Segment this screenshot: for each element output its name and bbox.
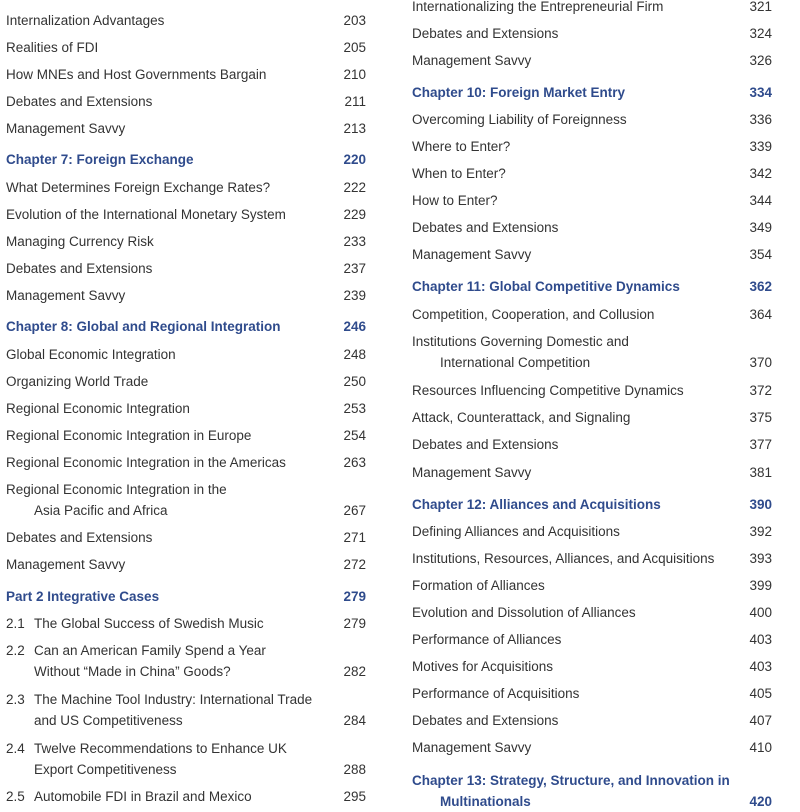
toc-page-number: 336 (749, 112, 772, 127)
toc-page-number: 279 (343, 589, 366, 604)
toc-page-number: 205 (343, 40, 366, 55)
toc-entry-title: Evolution and Dissolution of Alliances (412, 605, 636, 620)
toc-page-number: 253 (343, 401, 366, 416)
toc-page-number: 370 (749, 355, 772, 370)
toc-page-number: 282 (343, 664, 366, 679)
toc-entry-title: Defining Alliances and Acquisitions (412, 524, 620, 539)
toc-entry-title-continued: Asia Pacific and Africa (34, 503, 168, 518)
toc-entry-title: Regional Economic Integration in the Americas (6, 455, 286, 470)
toc-entry-title: Realities of FDI (6, 40, 99, 55)
toc-entry-title: The Global Success of Swedish Music (34, 616, 264, 631)
toc-page-number: 377 (749, 437, 772, 452)
toc-page-number: 410 (749, 740, 772, 755)
toc-entry-title: Organizing World Trade (6, 374, 149, 389)
toc-entry-title: Can an American Family Spend a Year (34, 643, 266, 658)
toc-page-number: 392 (749, 524, 772, 539)
toc-entry-title: Internationalizing the Entrepreneurial Firm (412, 0, 664, 14)
toc-case-number: 2.4 (6, 741, 25, 756)
toc-page-number: 393 (749, 551, 772, 566)
toc-page-number: 400 (749, 605, 772, 620)
toc-entry-title: Formation of Alliances (412, 578, 545, 593)
toc-entry-title: Performance of Acquisitions (412, 686, 580, 701)
toc-entry-title: Attack, Counterattack, and Signaling (412, 410, 631, 425)
toc-entry-title: Automobile FDI in Brazil and Mexico (34, 789, 252, 804)
toc-page-number: 399 (749, 578, 772, 593)
toc-entry-title: Management Savvy (6, 288, 126, 303)
toc-page-number: 254 (343, 428, 366, 443)
toc-page-number: 222 (343, 180, 366, 195)
toc-page-number: 407 (749, 713, 772, 728)
toc-page-number: 263 (343, 455, 366, 470)
toc-entry-title: Institutions Governing Domestic and (412, 334, 629, 349)
toc-page-number: 271 (343, 530, 366, 545)
toc-entry-title: Debates and Extensions (412, 220, 559, 235)
toc-entry-title: Chapter 13: Strategy, Structure, and Innovation in (412, 773, 730, 788)
toc-entry-title: Evolution of the International Monetary System (6, 207, 286, 222)
toc-page-number: 334 (749, 85, 772, 100)
toc-page-number: 213 (343, 121, 366, 136)
toc-page-number: 420 (749, 794, 772, 809)
toc-entry-title: Debates and Extensions (6, 261, 153, 276)
toc-entry-title: Managing Currency Risk (6, 234, 154, 249)
toc-entry-title: Performance of Alliances (412, 632, 562, 647)
toc-page-number: 362 (749, 279, 772, 294)
toc-page-number: 284 (343, 713, 366, 728)
toc-case-number: 2.5 (6, 789, 25, 804)
toc-page-number: 349 (749, 220, 772, 235)
toc-left-column (6, 0, 366, 804)
toc-page-number: 248 (343, 347, 366, 362)
toc-entry-title-continued: Without “Made in China” Goods? (34, 664, 231, 679)
toc-entry-title: Regional Economic Integration in Europe (6, 428, 252, 443)
toc-page-number: 237 (343, 261, 366, 276)
toc-entry-title: Debates and Extensions (412, 437, 559, 452)
toc-entry-title: How to Enter? (412, 193, 498, 208)
toc-entry-title: Management Savvy (412, 740, 532, 755)
toc-page-number: 250 (343, 374, 366, 389)
toc-entry-title: Management Savvy (412, 465, 532, 480)
toc-page-number: 403 (749, 659, 772, 674)
toc-page-number: 239 (343, 288, 366, 303)
toc-page-number: 339 (749, 139, 772, 154)
toc-entry-title: Debates and Extensions (6, 94, 153, 109)
toc-entry-title: Regional Economic Integration in the (6, 482, 227, 497)
toc-page-number: 403 (749, 632, 772, 647)
toc-entry-title: Debates and Extensions (6, 530, 153, 545)
toc-entry-title: Global Economic Integration (6, 347, 176, 362)
toc-entry-title: Chapter 12: Alliances and Acquisitions (412, 497, 661, 512)
toc-entry-title: Twelve Recommendations to Enhance UK (34, 741, 287, 756)
toc-case-number: 2.1 (6, 616, 25, 631)
toc-entry-title: Chapter 7: Foreign Exchange (6, 152, 194, 167)
toc-page-number: 390 (749, 497, 772, 512)
toc-page-number: 364 (749, 307, 772, 322)
toc-case-number: 2.3 (6, 692, 25, 707)
toc-page-number: 342 (749, 166, 772, 181)
toc-page-number: 344 (749, 193, 772, 208)
toc-entry-title: Resources Influencing Competitive Dynamics (412, 383, 684, 398)
toc-entry-title: Chapter 8: Global and Regional Integration (6, 319, 281, 334)
toc-entry-title: The Machine Tool Industry: International Trade (34, 692, 313, 707)
toc-page-number: 203 (343, 13, 366, 28)
toc-entry-title: Institutions, Resources, Alliances, and Acquisitions (412, 551, 715, 566)
toc-entry-title: Management Savvy (6, 557, 126, 572)
toc-page-number: 210 (343, 67, 366, 82)
toc-page-number: 321 (749, 0, 772, 14)
toc-entry-title: Internalization Advantages (6, 13, 165, 28)
toc-entry-title-continued: Multinationals (440, 794, 531, 809)
toc-entry-title: Management Savvy (412, 53, 532, 68)
toc-page-number: 381 (749, 465, 772, 480)
toc-page-number: 279 (343, 616, 366, 631)
toc-page-number: 354 (749, 247, 772, 262)
toc-page-number: 324 (749, 26, 772, 41)
toc-page-number: 267 (343, 503, 366, 518)
toc-page-number: 272 (343, 557, 366, 572)
toc-entry-title: What Determines Foreign Exchange Rates? (6, 180, 271, 195)
toc-entry-title: Chapter 10: Foreign Market Entry (412, 85, 626, 100)
toc-entry-title: Regional Economic Integration (6, 401, 190, 416)
toc-page-number: 220 (343, 152, 366, 167)
toc-case-number: 2.2 (6, 643, 25, 658)
toc-entry-title-continued: International Competition (440, 355, 591, 370)
toc-entry-title: How MNEs and Host Governments Bargain (6, 67, 267, 82)
toc-entry-title: Part 2 Integrative Cases (6, 589, 160, 604)
toc-entry-title: When to Enter? (412, 166, 506, 181)
toc-right-column (412, 0, 772, 809)
toc-entry-title: Management Savvy (6, 121, 126, 136)
toc-entry-title: Chapter 11: Global Competitive Dynamics (412, 279, 680, 294)
toc-entry-title-continued: Export Competitiveness (34, 762, 177, 777)
toc-page-number: 326 (749, 53, 772, 68)
toc-entry-title: Motives for Acquisitions (412, 659, 554, 674)
toc-entry-title: Debates and Extensions (412, 26, 559, 41)
toc-entry-title: Debates and Extensions (412, 713, 559, 728)
toc-page-number: 233 (343, 234, 366, 249)
toc-entry-title-continued: and US Competitiveness (34, 713, 183, 728)
toc-page-number: 375 (749, 410, 772, 425)
toc-page-number: 405 (749, 686, 772, 701)
toc-entry-title: Competition, Cooperation, and Collusion (412, 307, 655, 322)
toc-page-number: 288 (343, 762, 366, 777)
toc-page-number: 211 (344, 94, 366, 109)
toc-entry-title: Management Savvy (412, 247, 532, 262)
toc-page-number: 246 (343, 319, 366, 334)
toc-page-number: 295 (343, 789, 366, 804)
toc-page-number: 229 (343, 207, 366, 222)
toc-entry-title: Where to Enter? (412, 139, 511, 154)
toc-entry-title: Overcoming Liability of Foreignness (412, 112, 627, 127)
toc-page-number: 372 (749, 383, 772, 398)
